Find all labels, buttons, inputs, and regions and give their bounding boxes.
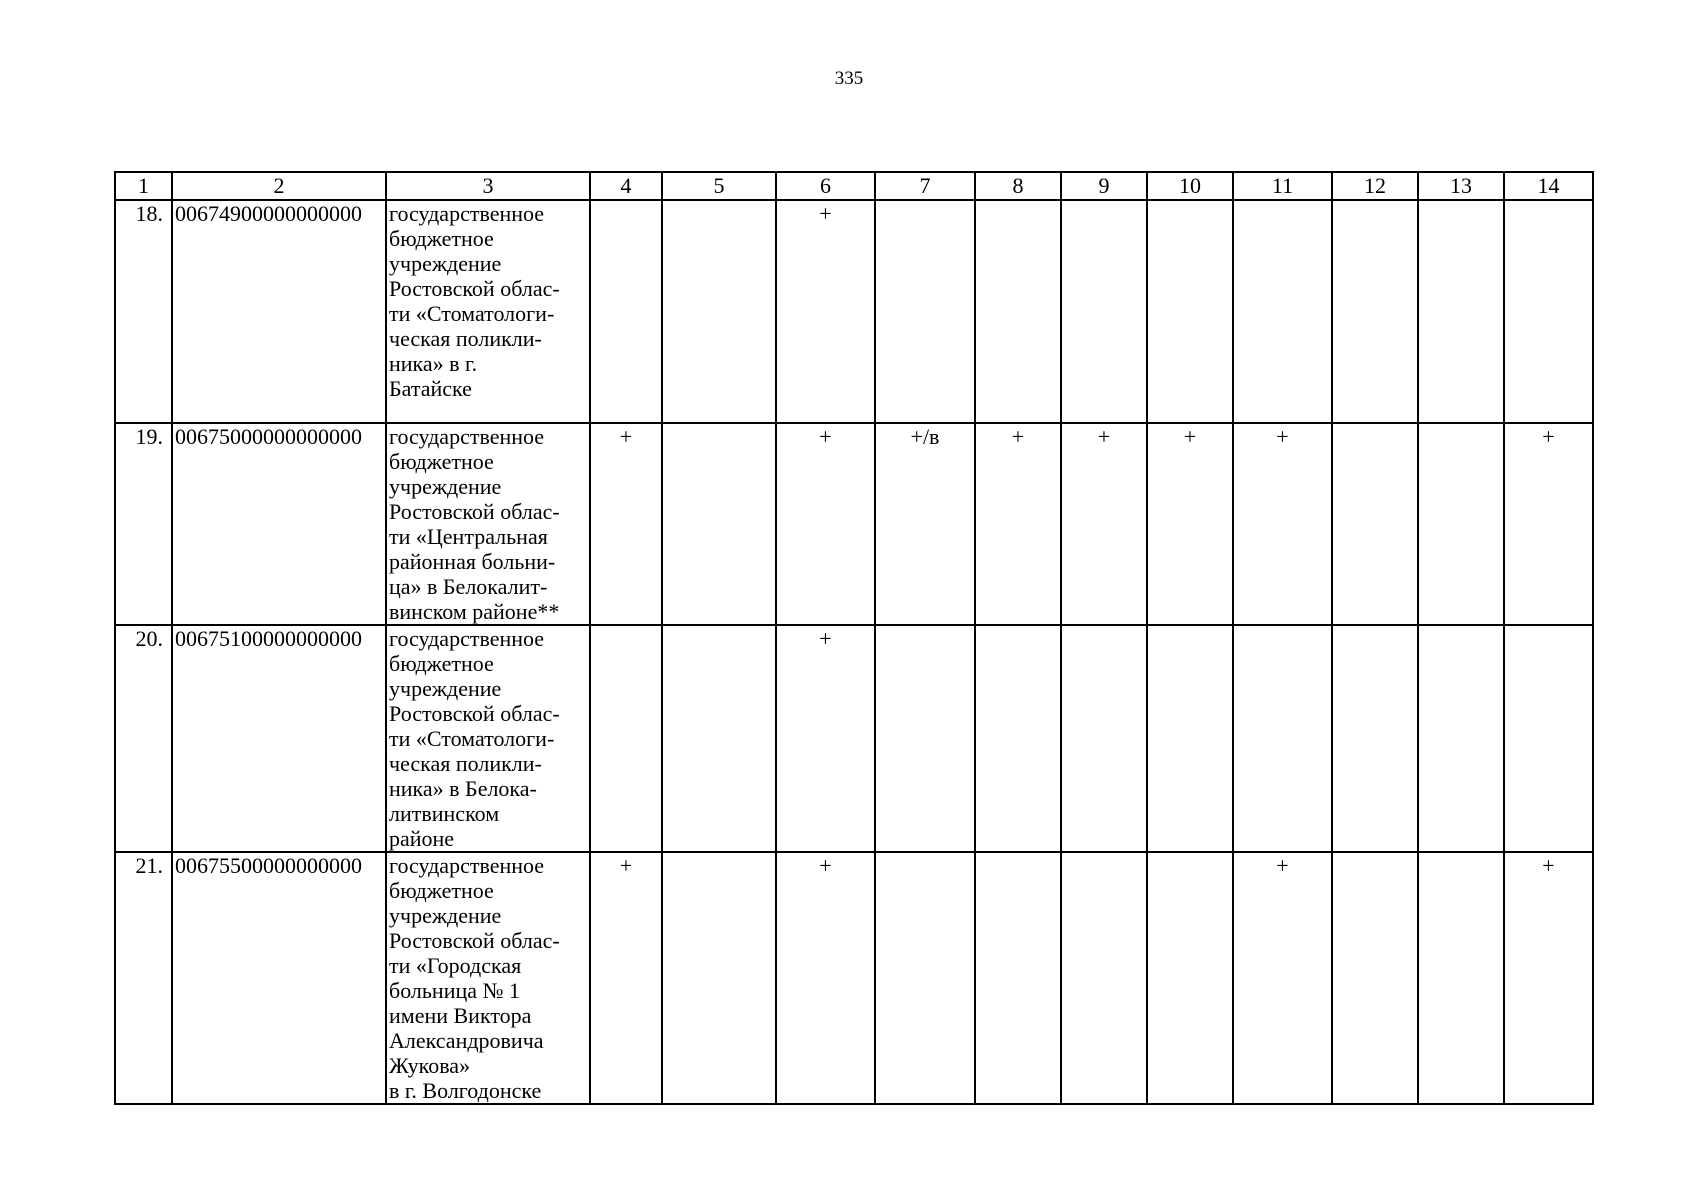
name-line: Александровича (389, 1028, 544, 1053)
name-line: Ростовской облас- (389, 701, 560, 726)
page-number: 335 (834, 68, 864, 89)
mark-cell-col10 (1147, 625, 1233, 852)
table-row (115, 423, 1593, 625)
name-line: ти «Стоматологи- (389, 726, 555, 751)
mark-cell-col9: + (1061, 423, 1147, 625)
mark-cell-col5 (662, 625, 776, 852)
mark-cell-col6: + (776, 852, 875, 1104)
mark-cell-col4: + (590, 423, 662, 625)
mark-cell-col10 (1147, 200, 1233, 423)
mark-cell-col7 (875, 200, 975, 423)
name-line: имени Виктора (389, 1003, 532, 1028)
name-line: государственное (389, 424, 545, 449)
name-line: Ростовской облас- (389, 276, 560, 301)
column-header: 4 (590, 172, 662, 200)
mark-cell-col4 (590, 625, 662, 852)
mark-cell-col12 (1332, 852, 1418, 1104)
name-line: винском районе** (389, 599, 560, 624)
name-line: ти «Центральная (389, 524, 548, 549)
mark-cell-col14 (1504, 200, 1593, 423)
mark-cell-col4: + (590, 852, 662, 1104)
table-row (115, 625, 1593, 852)
name-line: учреждение (389, 474, 502, 499)
row-name (386, 200, 590, 423)
mark-cell-col6: + (776, 200, 875, 423)
name-line: бюджетное (389, 449, 494, 474)
mark-cell-col7 (875, 852, 975, 1104)
name-line: литвинском (389, 801, 500, 826)
column-header: 9 (1061, 172, 1147, 200)
mark-cell-col14: + (1504, 423, 1593, 625)
table-row (115, 200, 1593, 423)
name-line: ти «Городская (389, 953, 522, 978)
name-line: учреждение (389, 676, 502, 701)
mark-cell-col6: + (776, 625, 875, 852)
column-header: 12 (1332, 172, 1418, 200)
name-line: Ростовской облас- (389, 499, 560, 524)
mark-cell-col11: + (1233, 852, 1332, 1104)
mark-cell-col8: + (975, 423, 1061, 625)
column-header: 5 (662, 172, 776, 200)
row-name (386, 423, 590, 625)
row-name (386, 852, 590, 1104)
name-line: районе (389, 826, 455, 851)
mark-cell-col9 (1061, 852, 1147, 1104)
mark-cell-col11 (1233, 200, 1332, 423)
mark-cell-col4 (590, 200, 662, 423)
mark-cell-col13 (1418, 200, 1504, 423)
mark-cell-col12 (1332, 625, 1418, 852)
mark-cell-col11: + (1233, 423, 1332, 625)
name-line: Батайске (389, 376, 472, 401)
mark-cell-col9 (1061, 625, 1147, 852)
name-line: ческая поликли- (389, 326, 542, 351)
name-line: ника» в Белока- (389, 776, 537, 801)
name-line: государственное (389, 626, 545, 651)
mark-cell-col7 (875, 625, 975, 852)
mark-cell-col8 (975, 625, 1061, 852)
name-line: государственное (389, 201, 545, 226)
mark-cell-col5 (662, 200, 776, 423)
name-line: ти «Стоматологи- (389, 301, 555, 326)
mark-cell-col14: + (1504, 852, 1593, 1104)
mark-cell-col8 (975, 200, 1061, 423)
column-header: 11 (1233, 172, 1332, 200)
row-code: 00675500000000000 (172, 852, 386, 1104)
row-name (386, 625, 590, 852)
column-header: 7 (875, 172, 975, 200)
mark-cell-col5 (662, 423, 776, 625)
column-header: 3 (386, 172, 590, 200)
name-line: Ростовской облас- (389, 928, 560, 953)
column-header: 10 (1147, 172, 1233, 200)
name-line: ника» в г. (389, 351, 478, 376)
mark-cell-col13 (1418, 423, 1504, 625)
data-table (114, 171, 1594, 1105)
name-line: бюджетное (389, 651, 494, 676)
column-header: 1 (115, 172, 172, 200)
column-header: 14 (1504, 172, 1593, 200)
row-code: 00675100000000000 (172, 625, 386, 852)
mark-cell-col6: + (776, 423, 875, 625)
row-number: 19. (115, 423, 172, 625)
mark-cell-col5 (662, 852, 776, 1104)
name-line: учреждение (389, 251, 502, 276)
mark-cell-col12 (1332, 200, 1418, 423)
mark-cell-col7: +/в (875, 423, 975, 625)
mark-cell-col14 (1504, 625, 1593, 852)
name-line: ческая поликли- (389, 751, 542, 776)
name-line: бюджетное (389, 226, 494, 251)
row-code: 00674900000000000 (172, 200, 386, 423)
name-line: бюджетное (389, 878, 494, 903)
header-row (115, 172, 1593, 200)
mark-cell-col12 (1332, 423, 1418, 625)
column-header: 2 (172, 172, 386, 200)
name-line: государственное (389, 853, 545, 878)
column-header: 6 (776, 172, 875, 200)
row-number: 21. (115, 852, 172, 1104)
name-line: ца» в Белокалит- (389, 574, 548, 599)
mark-cell-col13 (1418, 852, 1504, 1104)
row-number: 20. (115, 625, 172, 852)
table-row (115, 852, 1593, 1104)
mark-cell-col10: + (1147, 423, 1233, 625)
row-number: 18. (115, 200, 172, 423)
mark-cell-col10 (1147, 852, 1233, 1104)
name-line: в г. Волгодонске (389, 1078, 542, 1103)
name-line: районная больни- (389, 549, 556, 574)
row-code: 00675000000000000 (172, 423, 386, 625)
column-header: 8 (975, 172, 1061, 200)
mark-cell-col13 (1418, 625, 1504, 852)
name-line: Жукова» (389, 1053, 471, 1078)
name-line: учреждение (389, 903, 502, 928)
mark-cell-col9 (1061, 200, 1147, 423)
column-header: 13 (1418, 172, 1504, 200)
name-line: больница № 1 (389, 978, 520, 1003)
mark-cell-col11 (1233, 625, 1332, 852)
mark-cell-col8 (975, 852, 1061, 1104)
